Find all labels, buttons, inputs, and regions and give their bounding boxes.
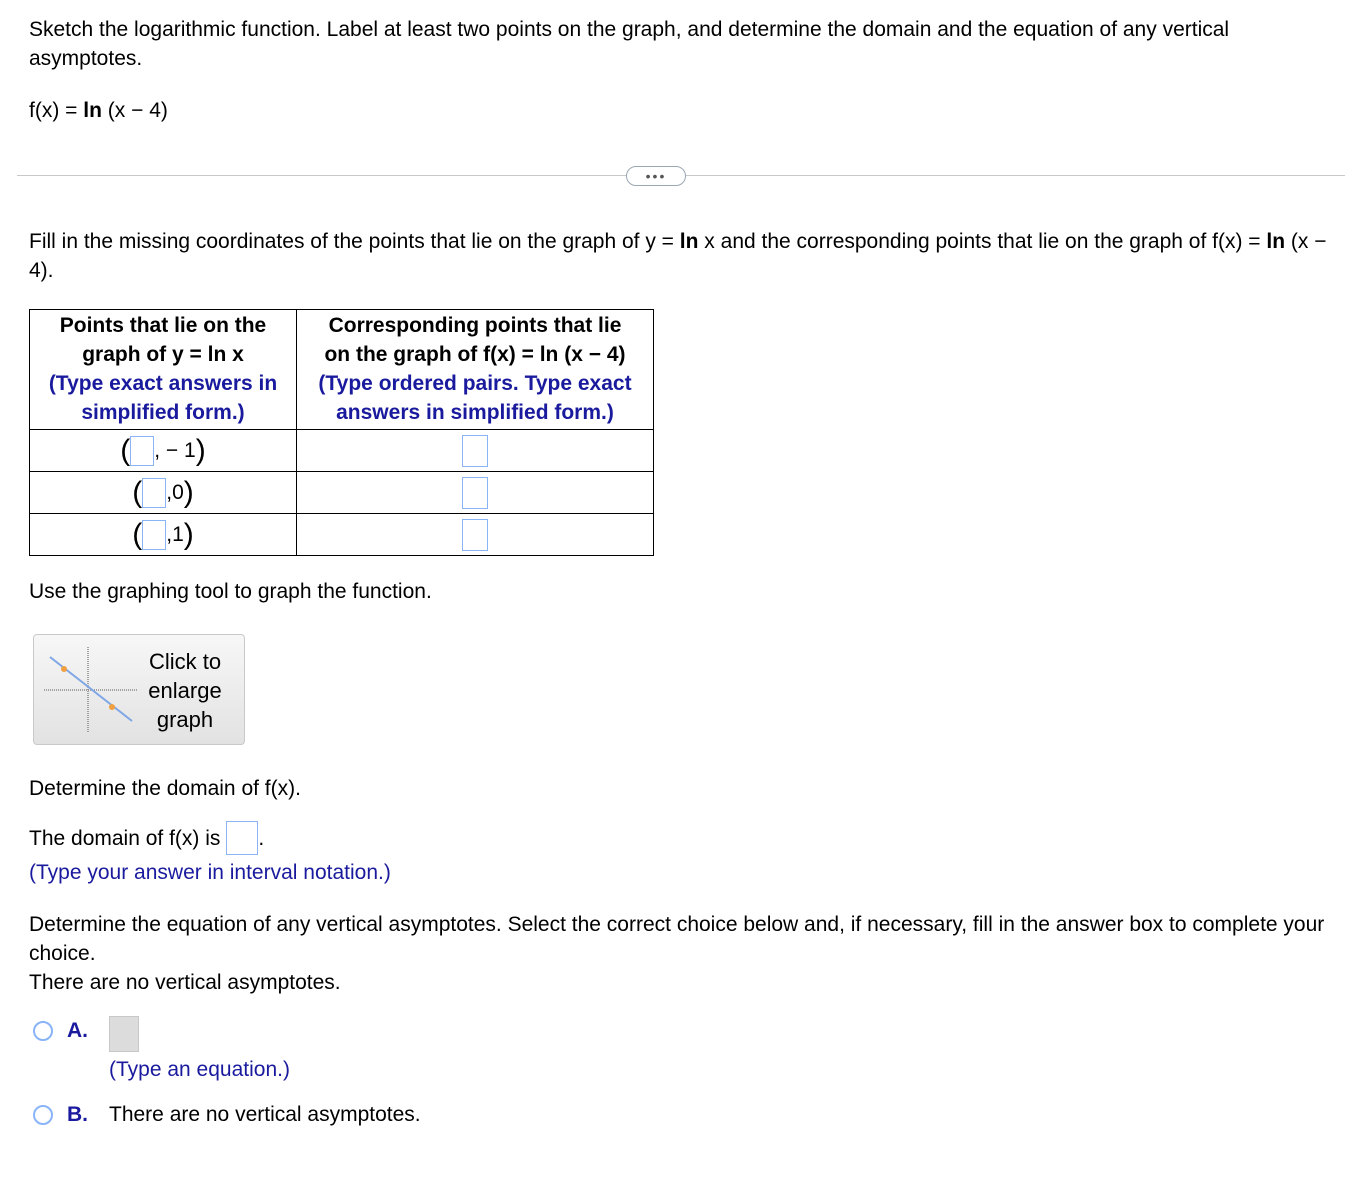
enlarge-graph-button[interactable]: [33, 634, 245, 745]
x-coordinate-input[interactable]: [142, 478, 166, 508]
col1-header-line1: Points that lie on the: [59, 314, 267, 337]
problem-function: [29, 96, 168, 125]
y-coordinate: ,0: [166, 480, 184, 504]
points-table: [29, 309, 654, 556]
domain-prompt: Determine the domain of f(x).: [29, 777, 301, 800]
function-prefix: f(x) =: [29, 99, 84, 122]
x-coordinate-input[interactable]: [130, 436, 154, 466]
asymptote-equation-input[interactable]: [109, 1016, 139, 1052]
domain-hint: (Type your answer in interval notation.): [29, 861, 391, 884]
choice-b-radio[interactable]: [33, 1105, 53, 1125]
choice-a-radio[interactable]: [33, 1021, 53, 1041]
asymptote-selected-text: There are no vertical asymptotes.: [29, 971, 341, 994]
ln-point-cell: ( ,1 ): [30, 514, 297, 556]
x-coordinate-input[interactable]: [142, 520, 166, 550]
more-options-button[interactable]: •••: [626, 166, 686, 186]
ordered-pair-input[interactable]: [462, 477, 488, 509]
f-point-cell: [297, 430, 654, 472]
fill-text-b: x and the corresponding points that lie on the graph of f(x) =: [698, 230, 1267, 253]
graph-thumbnail-icon: [42, 645, 142, 735]
fill-text-a: Fill in the missing coordinates of the points that lie on the graph of y =: [29, 230, 680, 253]
fill-ln-2: ln: [1266, 230, 1286, 253]
col1-header-hint2: simplified form.): [81, 401, 245, 424]
graph-prompt: Use the graphing tool to graph the function.: [29, 580, 432, 603]
col2-header-line2: on the graph of f(x) = ln (x − 4): [324, 343, 626, 366]
ordered-pair-input[interactable]: [462, 519, 488, 551]
col2-header: [297, 310, 654, 430]
y-coordinate: ,1: [166, 522, 184, 546]
table-row: [30, 514, 654, 556]
domain-label: The domain of f(x) is: [29, 826, 221, 850]
ln-point-cell: ( ,0 ): [30, 472, 297, 514]
domain-period: .: [258, 826, 265, 850]
ln-point-cell: ( , − 1 ): [30, 430, 297, 472]
domain-answer-line: [29, 820, 264, 856]
function-arg: (x − 4): [101, 99, 168, 122]
choice-a-label: A.: [67, 1019, 88, 1042]
fill-text-c: (x − 4).: [29, 230, 1327, 282]
enlarge-graph-label: Click to enlarge graph: [148, 649, 222, 732]
col2-header-hint2: answers in simplified form.): [336, 401, 614, 424]
y-coordinate: , − 1: [154, 438, 196, 462]
col1-header-line2: graph of y = ln x: [82, 343, 244, 366]
col2-header-line1: Corresponding points that lie: [328, 314, 622, 337]
f-point-cell: [297, 472, 654, 514]
f-point-cell: [297, 514, 654, 556]
function-ln: ln: [83, 99, 102, 122]
col1-header: [30, 310, 297, 430]
domain-input[interactable]: [226, 821, 258, 855]
choice-b-text: There are no vertical asymptotes.: [109, 1103, 421, 1126]
col1-header-hint1: (Type exact answers in: [48, 372, 278, 395]
table-row: [30, 472, 654, 514]
problem-instructions: Sketch the logarithmic function. Label at least two points on the graph, and determine the domain and the equation of any vertical asymptotes.: [29, 18, 1230, 70]
choice-b-label: B.: [67, 1103, 88, 1126]
fill-in-instructions: [29, 227, 1339, 285]
choice-a-hint: (Type an equation.): [109, 1058, 290, 1081]
ordered-pair-input[interactable]: [462, 435, 488, 467]
asymptote-prompt: Determine the equation of any vertical asymptotes. Select the correct choice below and, if necessary, fill in the answer box to complete your choice.: [29, 913, 1325, 965]
col2-header-hint1: (Type ordered pairs. Type exact: [318, 372, 632, 395]
table-row: [30, 430, 654, 472]
fill-ln-1: ln: [679, 230, 699, 253]
